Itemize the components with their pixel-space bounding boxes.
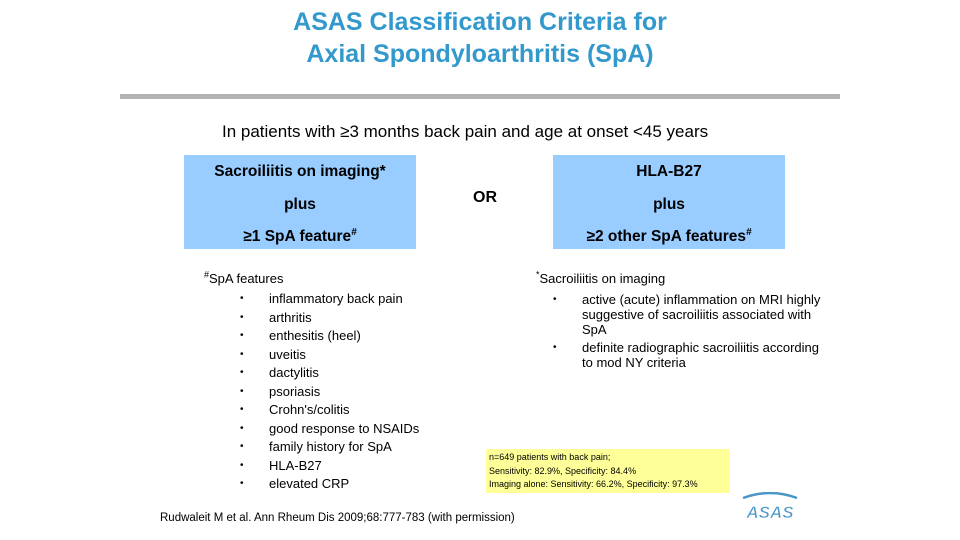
sacroiliitis-list: [553, 292, 833, 373]
spa-features-mark: #: [204, 269, 210, 280]
stats-line-2: Sensitivity: 82.9%, Specificity: 84.4%: [489, 465, 637, 476]
list-item: • inflammatory back pain: [240, 291, 419, 310]
stats-line-1: n=649 patients with back pain;: [489, 452, 611, 462]
citation: Rudwaleit M et al. Ann Rheum Dis 2009;68:777-783 (with permission): [160, 512, 515, 524]
spa-features-heading: [204, 271, 283, 286]
hla-b27-arm-box: [553, 155, 785, 249]
spa-features-list: [240, 291, 419, 495]
performance-stats-box: [486, 449, 730, 493]
or-connector: OR: [473, 189, 497, 206]
list-item: • family history for SpA: [240, 439, 419, 458]
sacroiliitis-heading: [536, 271, 665, 286]
right-box-line-1: HLA-B27: [636, 163, 702, 180]
sacroiliitis-heading-text: Sacroiliitis on imaging: [539, 271, 666, 286]
list-item: • good response to NSAIDs: [240, 421, 419, 440]
list-item: • active (acute) inflammation on MRI highly suggestive of sacroiliitis associated with SpA: [553, 292, 833, 337]
title-line-1: ASAS Classification Criteria for: [293, 8, 667, 36]
list-item: • HLA-B27: [240, 458, 419, 477]
list-item: • dactylitis: [240, 365, 419, 384]
left-box-line-1: Sacroiliitis on imaging*: [214, 163, 386, 180]
list-item: • enthesitis (heel): [240, 328, 419, 347]
left-box-line-3-text: ≥1 SpA feature: [243, 228, 352, 245]
left-box-line-2: plus: [284, 196, 316, 213]
title-divider: [120, 94, 840, 99]
right-box-footnote-mark: #: [745, 226, 752, 238]
right-box-line-2: plus: [653, 196, 685, 213]
right-box-line-3: [553, 228, 785, 246]
list-item: • uveitis: [240, 347, 419, 366]
left-box-footnote-mark: #: [351, 226, 357, 238]
left-box-line-3: [184, 228, 416, 246]
list-item: • definite radiographic sacroiliitis according to mod NY criteria: [553, 340, 833, 370]
list-item: • arthritis: [240, 310, 419, 329]
slide-title: [0, 6, 960, 70]
list-item: • psoriasis: [240, 384, 419, 403]
premise-text: In patients with ≥3 months back pain and age at onset <45 years: [222, 122, 709, 141]
logo-text: ASAS: [746, 503, 794, 522]
right-box-line-3-text: ≥2 other SpA features: [586, 228, 746, 245]
list-item: • elevated CRP: [240, 476, 419, 495]
sacroiliitis-mark: *: [536, 269, 540, 280]
list-item: • Crohn's/colitis: [240, 402, 419, 421]
stats-line-3: Imaging alone: Sensitivity: 66.2%, Specificity: 97.3%: [489, 479, 698, 489]
sacroiliitis-arm-box: [184, 155, 416, 249]
spa-features-heading-text: SpA features: [209, 271, 284, 286]
title-line-2: Axial Spondyloarthritis (SpA): [306, 40, 654, 68]
asas-logo: [737, 492, 803, 522]
logo-arc-icon: [743, 493, 797, 498]
